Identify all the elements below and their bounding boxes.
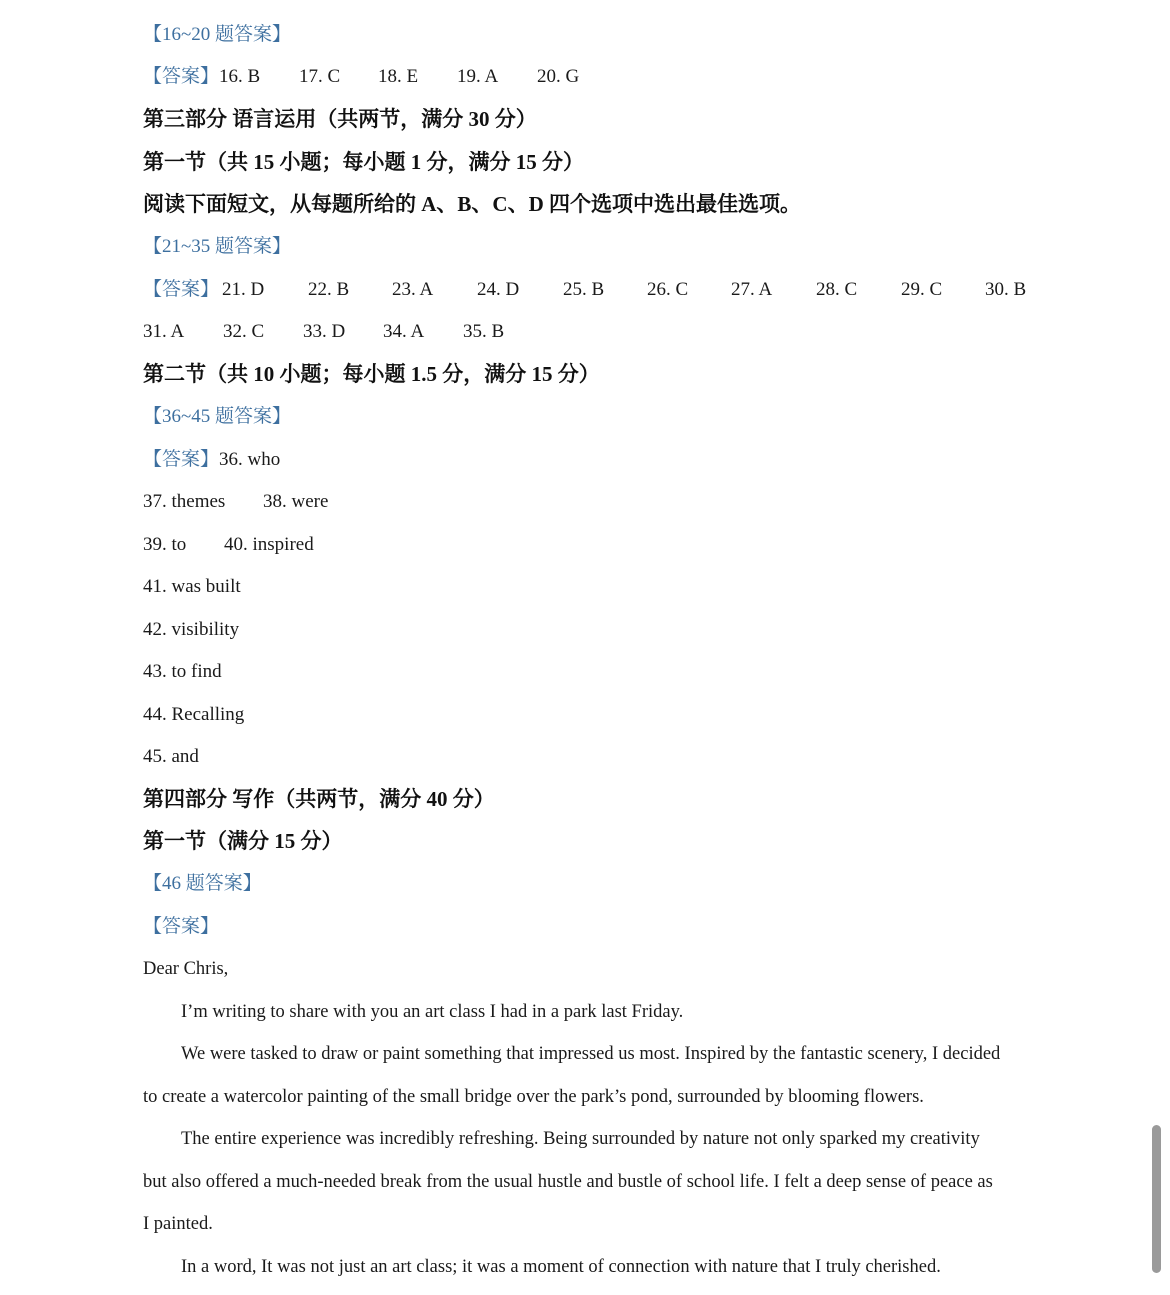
answer-prefix: 【答案】 [143, 279, 220, 300]
answer-prefix: 【答案】 [143, 66, 220, 87]
vertical-scrollbar-thumb[interactable] [1152, 1125, 1161, 1273]
section2-heading: 第二节（共 10 小题；每小题 1.5 分，满分 15 分） [143, 362, 600, 386]
answer-item: 37. themes [143, 491, 226, 512]
part4-heading: 第四部分 写作（共两节，满分 40 分） [143, 787, 495, 811]
answer-item: 45. and [143, 746, 199, 767]
answer-item: 33. D [303, 321, 346, 342]
answer-item: 26. C [647, 279, 689, 300]
answer-item: 29. C [901, 279, 943, 300]
letter-paragraph: In a word, It was not just an art class; it was a moment of connection with nature that I truly cherished. [181, 1257, 941, 1277]
answer-item: 30. B [985, 279, 1027, 300]
letter-paragraph: The entire experience was incredibly refreshing. Being surrounded by nature not only sparked my creativity [181, 1129, 980, 1149]
answer-item: 34. A [383, 321, 425, 342]
answer-prefix: 【答案】 [143, 916, 220, 937]
letter-paragraph: to create a watercolor painting of the small bridge over the park’s pond, surrounded by blooming flowers. [143, 1087, 924, 1107]
answer-item: 31. A [143, 321, 185, 342]
answer-label-46: 【46 题答案】 [143, 873, 262, 894]
answer-label-36-45: 【36~45 题答案】 [143, 406, 292, 427]
answer-item: 18. E [378, 66, 419, 87]
letter-paragraph: I’m writing to share with you an art class I had in a park last Friday. [181, 1002, 684, 1022]
answer-item: 36. who [219, 449, 281, 470]
letter-greeting: Dear Chris, [143, 959, 229, 979]
answer-item: 39. to [143, 534, 187, 555]
answer-item: 20. G [537, 66, 580, 87]
answer-item: 24. D [477, 279, 520, 300]
answer-item: 43. to find [143, 661, 222, 682]
answer-item: 38. were [263, 491, 329, 512]
answer-label-16-20: 【16~20 题答案】 [143, 24, 292, 45]
answer-item: 23. A [392, 279, 434, 300]
answer-item: 42. visibility [143, 619, 240, 640]
instruction-heading: 阅读下面短文，从每题所给的 A、B、C、D 四个选项中选出最佳选项。 [143, 192, 802, 216]
answer-item: 44. Recalling [143, 704, 245, 725]
letter-paragraph: We were tasked to draw or paint something that impressed us most. Inspired by the fantastic scenery, I decided [181, 1044, 1001, 1064]
letter-paragraph: I painted. [143, 1214, 213, 1234]
answer-prefix: 【答案】 [143, 449, 220, 470]
answer-item: 25. B [563, 279, 605, 300]
section1-heading: 第一节（共 15 小题；每小题 1 分，满分 15 分） [143, 150, 584, 174]
answer-label-21-35: 【21~35 题答案】 [143, 236, 292, 257]
part3-heading: 第三部分 语言运用（共两节，满分 30 分） [143, 107, 537, 131]
answer-item: 22. B [308, 279, 350, 300]
answer-item: 41. was built [143, 576, 241, 597]
answer-item: 19. A [457, 66, 499, 87]
answer-item: 16. B [219, 66, 261, 87]
answer-item: 32. C [223, 321, 265, 342]
answer-item: 27. A [731, 279, 773, 300]
answer-item: 21. D [222, 279, 265, 300]
answer-item: 40. inspired [224, 534, 314, 555]
answer-item: 17. C [299, 66, 341, 87]
answer-item: 35. B [463, 321, 505, 342]
answer-item: 28. C [816, 279, 858, 300]
part4-section1-heading: 第一节（满分 15 分） [143, 829, 343, 853]
letter-paragraph: but also offered a much-needed break from the usual hustle and bustle of school life. I felt a deep sense of peace as [143, 1172, 993, 1192]
